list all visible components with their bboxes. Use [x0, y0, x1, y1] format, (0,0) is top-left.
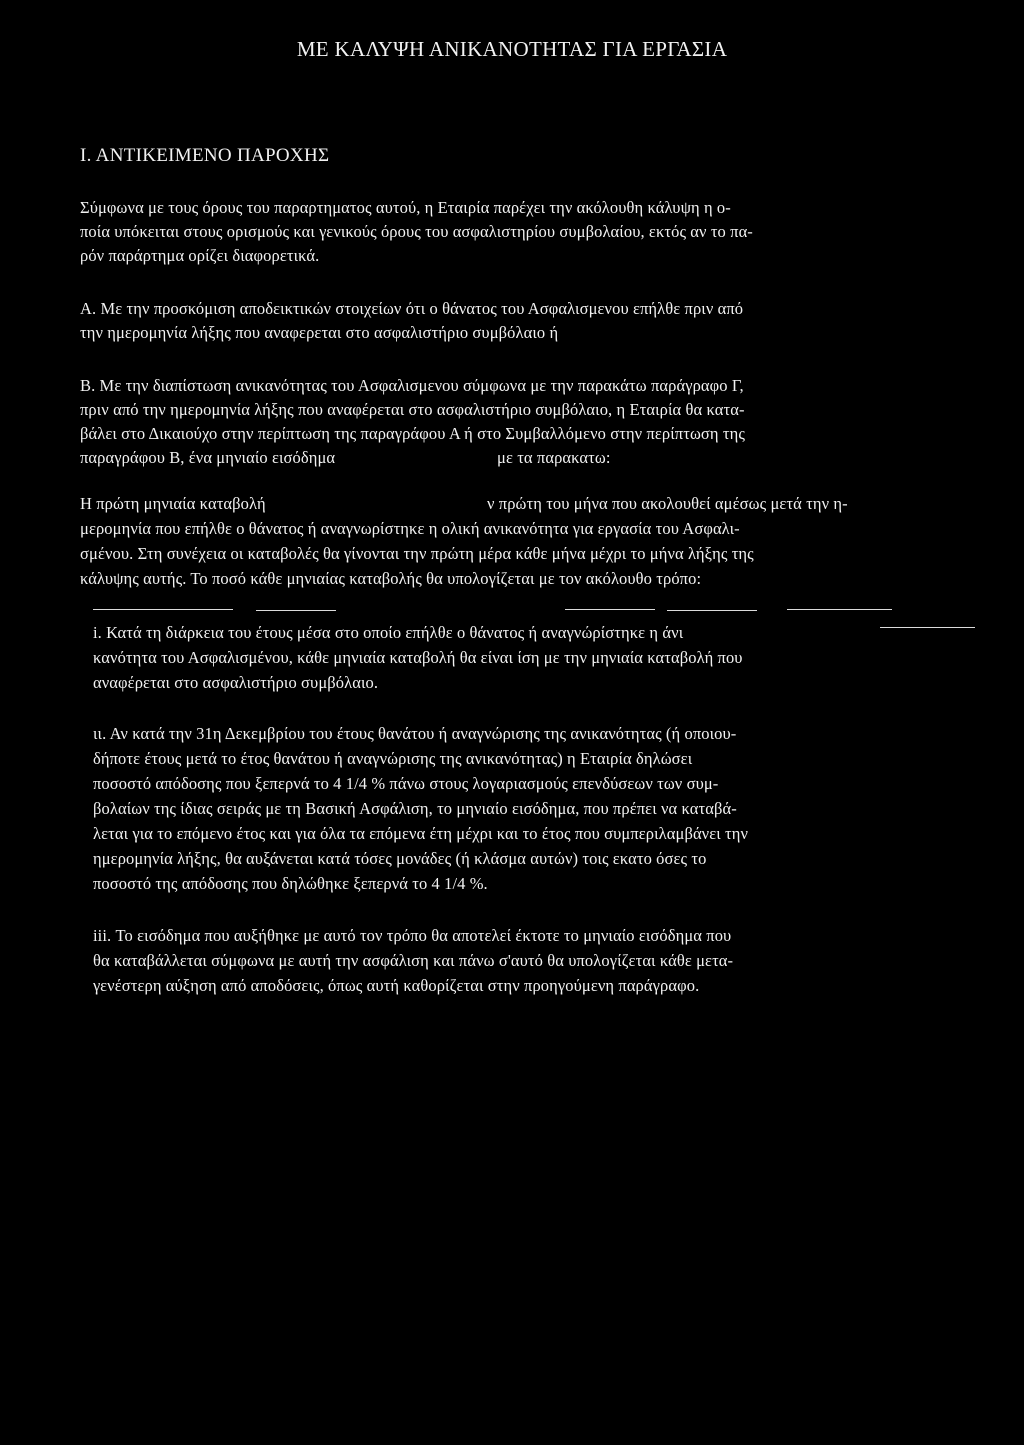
paragraph-a-line: την ημερομηνία λήξης που αναφερεται στο ασφαλιστήριο συμβόλαιο ή — [80, 323, 559, 342]
paragraph-b-line: βάλει στο Δικαιούχο στην περίπτωση της παραγράφου Α ή στο Συμβαλλόμενο στην περίπτωση της — [80, 424, 745, 443]
paragraph-a-line: Α. Με την προσκόμιση αποδεικτικών στοιχείων ότι ο θάνατος του Ασφαλισμενου επήλθε πριν από — [80, 299, 744, 318]
paragraph-b-line: Β. Με την διαπίστωση ανικανότητας του Ασφαλισμενου σύμφωνα με την παρακάτω παράγραφο Γ, — [80, 376, 744, 395]
item-ii-line: βολαίων της ίδιας σειράς με τη Βασική Ασφάλιση, το μηνιαίο εισόδημα, που πρέπει να καταβά- — [93, 799, 737, 818]
item-ii-line: ποσοστό απόδοσης που ξεπερνά το 4 1/4 % πάνω στους λογαριασμούς επενδύσεων των συμ- — [93, 774, 719, 793]
section-heading: Ι. ΑΝΤΙΚΕΙΜΕΝΟ ΠΑΡΟΧΗΣ — [80, 145, 330, 166]
divider — [256, 610, 336, 611]
item-ii-line: ιι. Αν κατά την 31η Δεκεμβρίου του έτους θανάτου ή αναγνώρισης της ανικανότητας (ή οποιου- — [93, 724, 737, 743]
item-iii-line: iii. Το εισόδημα που αυξήθηκε με αυτό τον τρόπο θα αποτελεί έκτοτε το μηνιαίο εισόδημα που — [93, 926, 732, 945]
item-ii-line: λεται για το επόμενο έτος και για όλα τα επόμενα έτη μέχρι και το έτος που συμπεριλαμβάνει την — [93, 824, 749, 843]
paragraph-b-line: με τα παρακατω: — [497, 448, 611, 467]
divider — [787, 609, 892, 610]
first-payment-line: μερομηνία που επήλθε ο θάνατος ή αναγνωρίστηκε η ολική ανικανότητα για εργασία του Ασφαλι- — [80, 519, 740, 538]
item-ii-line: δήποτε έτους μετά το έτος θανάτου ή αναγνώρισης της ανικανότητας) η Εταιρία δηλώσει — [93, 749, 693, 768]
divider — [880, 627, 975, 628]
item-i-line: κανότητα του Ασφαλισμένου, κάθε μηνιαία καταβολή θα είναι ίση με την μηνιαία καταβολή που — [93, 648, 743, 667]
item-iii-line: γενέστερη αύξηση από αποδόσεις, όπως αυτή καθορίζεται στην προηγούμενη παράγραφο. — [93, 976, 700, 995]
document-title: ΜΕ ΚΑΛΥΨΗ ΑΝΙΚΑΝΟΤΗΤΑΣ ΓΙΑ ΕΡΓΑΣΙΑ — [296, 37, 728, 61]
paragraph-b-line: πριν από την ημερομηνία λήξης που αναφέρεται στο ασφαλιστήριο συμβόλαιο, η Εταιρία θα κατα- — [80, 400, 745, 419]
first-payment-line: Η πρώτη μηνιαία καταβολή — [80, 494, 266, 513]
divider — [667, 610, 757, 611]
item-i-line: i. Κατά τη διάρκεια του έτους μέσα στο οποίο επήλθε ο θάνατος ή αναγνώρίστηκε η άνι — [93, 623, 684, 642]
intro-line: Σύμφωνα με τους όρους του παραρτηματος αυτού, η Εταιρία παρέχει την ακόλουθη κάλυψη η ο- — [80, 198, 731, 217]
paragraph-b-line: παραγράφου Β, ένα μηνιαίο εισόδημα — [80, 448, 336, 467]
item-ii-line: ποσοστό της απόδοσης που δηλώθηκε ξεπερνά το 4 1/4 %. — [93, 874, 488, 893]
divider — [93, 609, 233, 610]
intro-line: ποία υπόκειται στους ορισμούς και γενικούς όρους του ασφαλιστηρίου συμβολαίου, εκτός αν το πα- — [80, 222, 753, 241]
item-iii-line: θα καταβάλλεται σύμφωνα με αυτή την ασφάλιση και πάνω σ'αυτό θα υπολογίζεται κάθε μετα- — [93, 951, 734, 970]
first-payment-line: κάλυψης αυτής. Το ποσό κάθε μηνιαίας καταβολής θα υπολογίζεται με τον ακόλουθο τρόπο: — [80, 569, 702, 588]
first-payment-line: ν πρώτη του μήνα που ακολουθεί αμέσως μετά την η- — [487, 494, 848, 513]
divider — [565, 609, 655, 610]
intro-line: ρόν παράρτημα ορίζει διαφορετικά. — [80, 246, 320, 265]
item-i-line: αναφέρεται στο ασφαλιστήριο συμβόλαιο. — [93, 673, 379, 692]
item-ii-line: ημερομηνία λήξης, θα αυξάνεται κατά τόσες μονάδες (ή κλάσμα αυτών) τοις εκατο όσες το — [93, 849, 707, 868]
first-payment-line: σμένου. Στη συνέχεια οι καταβολές θα γίνονται την πρώτη μέρα κάθε μήνα μέχρι το μήνα λήξης της — [80, 544, 754, 563]
